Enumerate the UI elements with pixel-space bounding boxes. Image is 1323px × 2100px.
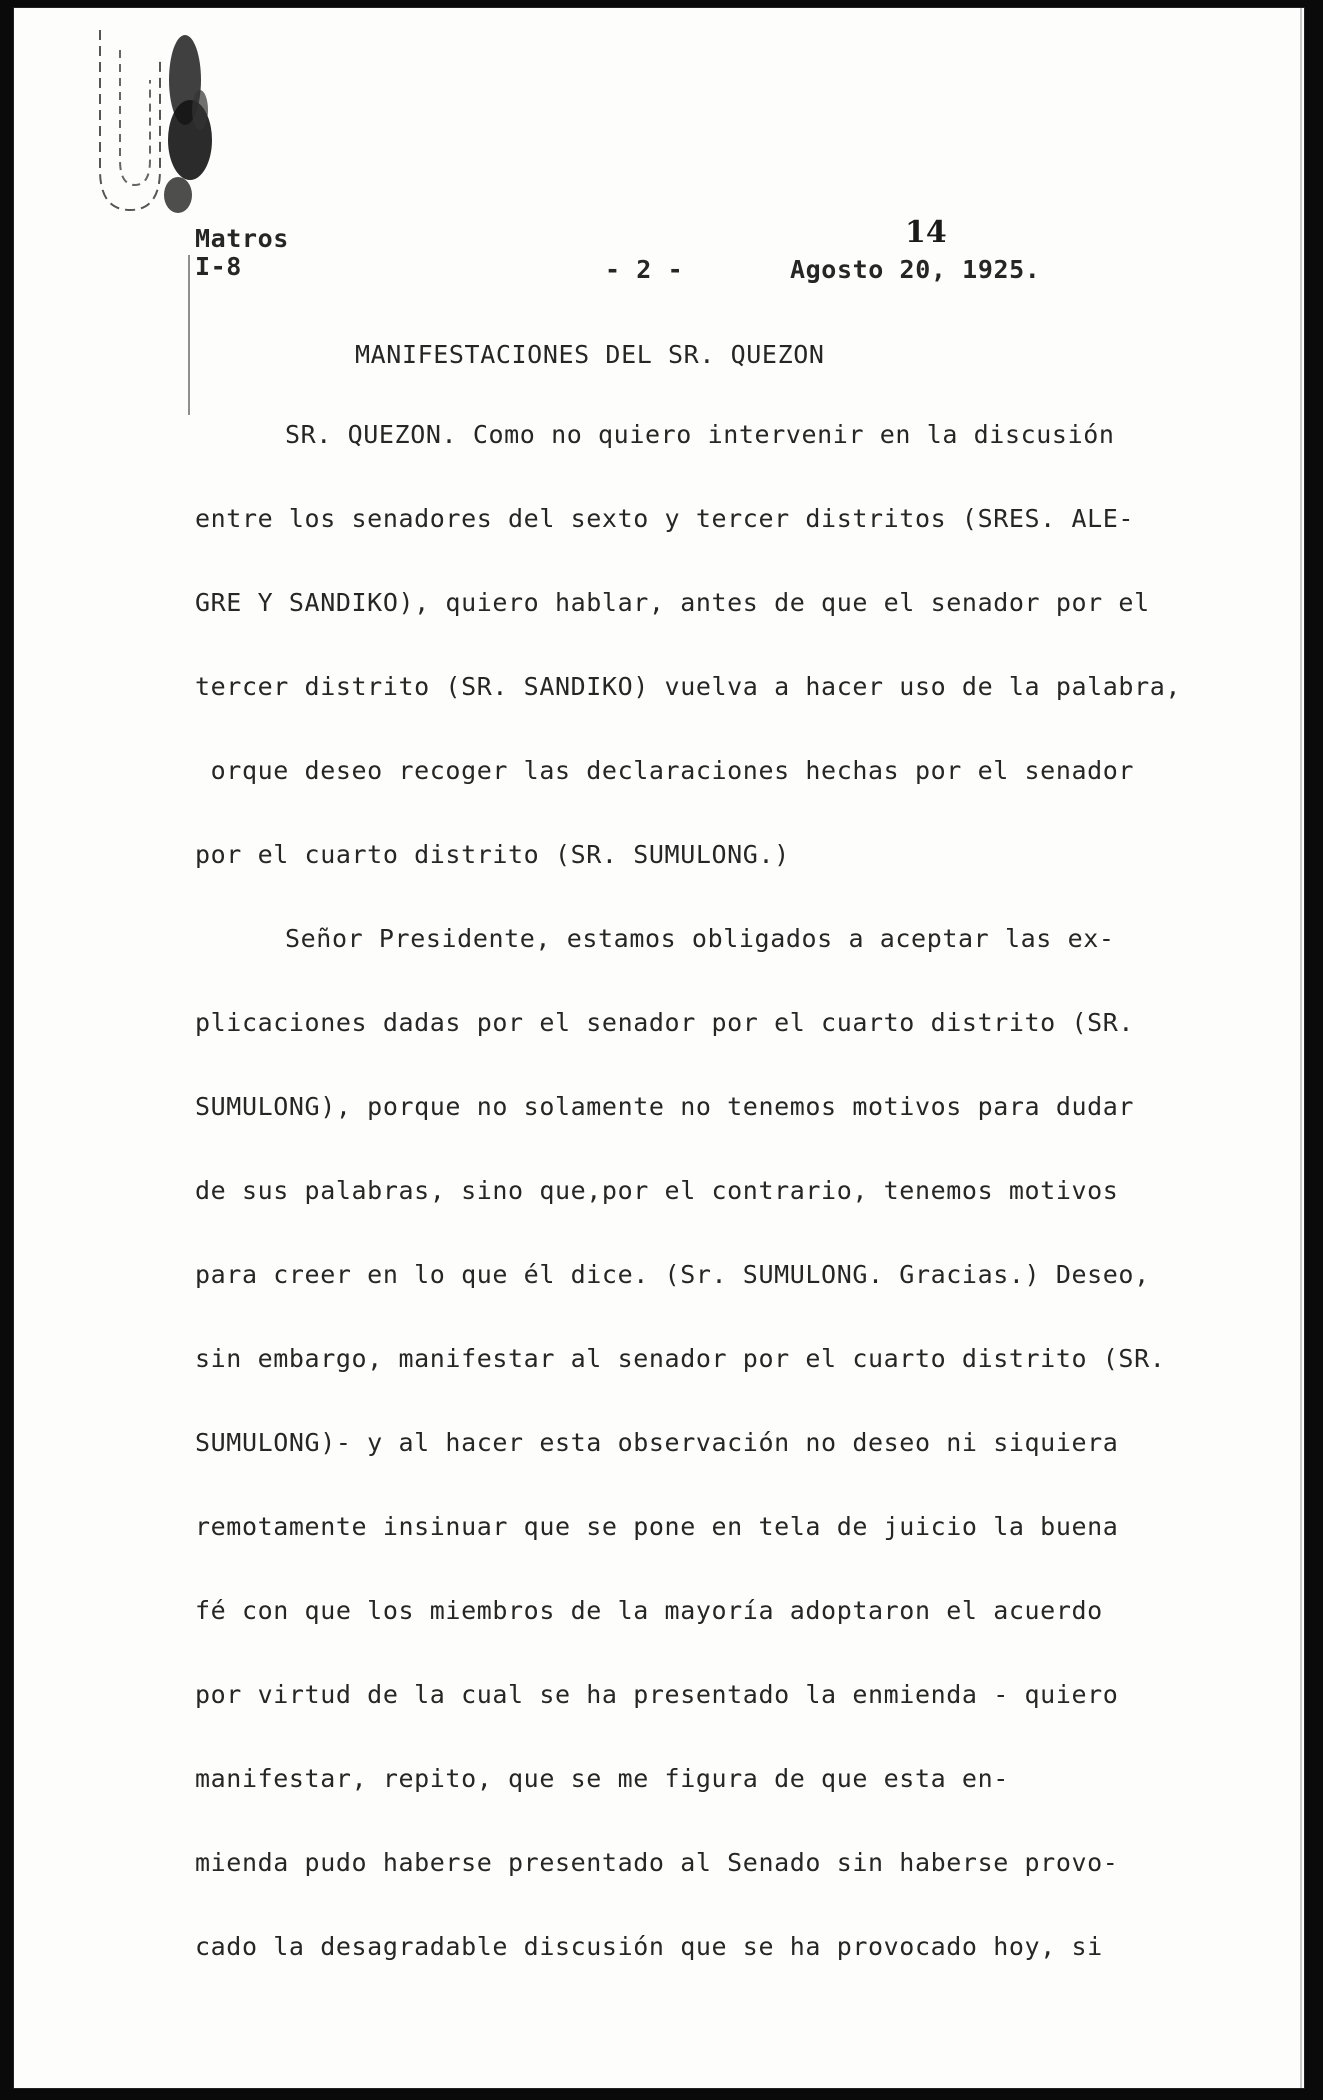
text-line: Señor Presidente, estamos obligados a aceptar las ex-: [285, 924, 1115, 953]
document-title: MANIFESTACIONES DEL SR. QUEZON: [355, 340, 825, 369]
ink-smudge: [150, 20, 220, 220]
author-code: I-8: [195, 252, 242, 281]
text-line: SUMULONG)- y al hacer esta observación no deseo ni siquiera: [195, 1428, 1119, 1457]
handwritten-date-correction: 14: [905, 215, 947, 250]
text-line: manifestar, repito, que se me figura de que esta en-: [195, 1764, 1009, 1793]
text-line: por virtud de la cual se ha presentado la enmienda - quiero: [195, 1680, 1119, 1709]
page-number: - 2 -: [605, 255, 684, 284]
text-line: fé con que los miembros de la mayoría adoptaron el acuerdo: [195, 1596, 1103, 1625]
text-line: GRE Y SANDIKO), quiero hablar, antes de que el senador por el: [195, 588, 1150, 617]
text-line: orque deseo recoger las declaraciones hechas por el senador: [195, 756, 1135, 785]
body-text: [195, 415, 1205, 2011]
text-line: tercer distrito (SR. SANDIKO) vuelva a hacer uso de la palabra,: [195, 672, 1182, 701]
text-line: mienda pudo haberse presentado al Senado sin haberse provo-: [195, 1848, 1119, 1877]
text-line: plicaciones dadas por el senador por el cuarto distrito (SR.: [195, 1008, 1135, 1037]
text-line: para creer en lo que él dice. (Sr. SUMULONG. Gracias.) Deseo,: [195, 1260, 1150, 1289]
text-line: entre los senadores del sexto y tercer distritos (SRES. ALE-: [195, 504, 1135, 533]
author-initials: [195, 225, 289, 281]
text-line: SUMULONG), porque no solamente no tenemos motivos para dudar: [195, 1092, 1135, 1121]
text-line: SR. QUEZON. Como no quiero intervenir en la discusión: [285, 420, 1115, 449]
document-date: Agosto 20, 1925.: [790, 255, 1041, 284]
text-line: por el cuarto distrito (SR. SUMULONG.): [195, 840, 790, 869]
text-line: cado la desagradable discusión que se ha provocado hoy, si: [195, 1932, 1103, 1961]
page-edge: [1300, 8, 1302, 2088]
text-line: remotamente insinuar que se pone en tela de juicio la buena: [195, 1512, 1119, 1541]
author-name: Matros: [195, 224, 289, 253]
text-line: de sus palabras, sino que,por el contrario, tenemos motivos: [195, 1176, 1119, 1205]
text-line: sin embargo, manifestar al senador por el cuarto distrito (SR.: [195, 1344, 1166, 1373]
